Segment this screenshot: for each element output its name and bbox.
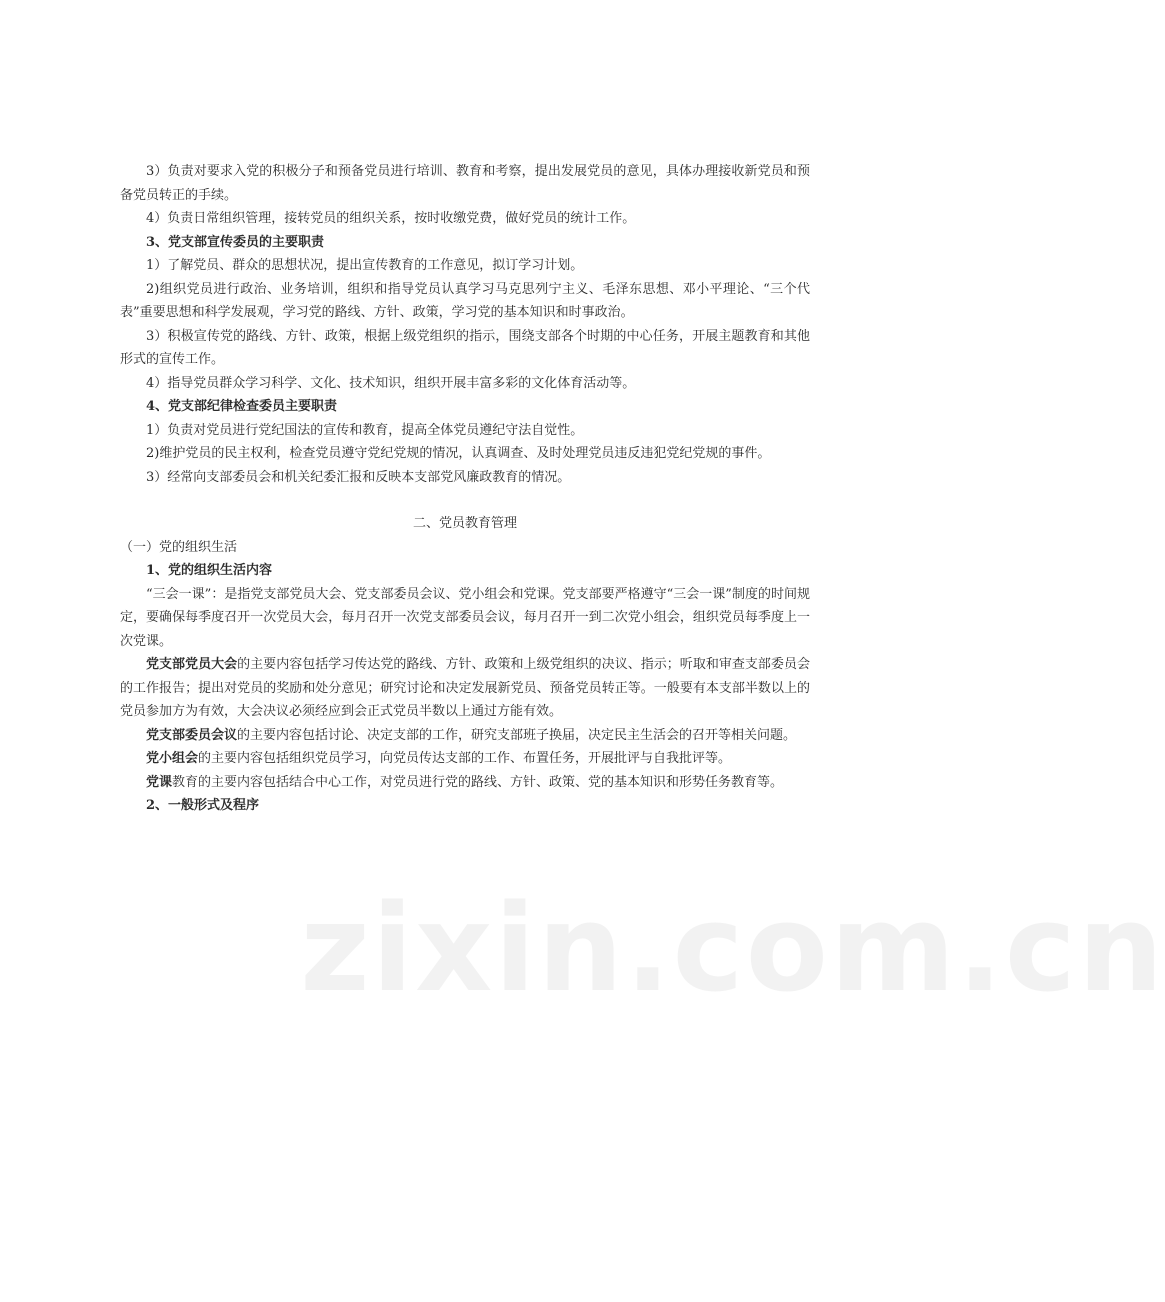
heading-organization-life-content: 1、党的组织生活内容 [146,563,273,578]
section-title: 二、党员教育管理 [412,516,517,531]
text-committee-meeting: 的主要内容包括讨论、决定支部的工作，研究支部班子换届，决定民主生活会的召开等相关问题。 [237,727,797,743]
paragraph-committee-meeting [120,724,810,748]
paragraph-group-meeting [120,747,810,771]
paragraph-propaganda-duty-4: 4）指导党员群众学习科学、文化、技术知识，组织开展丰富多彩的文化体育活动等。 [146,375,636,391]
heading-discipline-duties: 4、党支部纪律检查委员主要职责 [146,399,338,414]
section-spacer [120,489,810,512]
paragraph-general-meeting [120,653,810,724]
term-group-meeting: 党小组会 [146,751,199,766]
term-party-lesson: 党课 [146,774,173,790]
paragraph-organization-duty-3: 3）负责对要求入党的积极分子和预备党员进行培训、教育和考察，提出发展党员的意见，具体办理接收新党员和预备党员转正的手续。 [120,164,810,203]
text-group-meeting: 的主要内容包括组织党员学习，向党员传达支部的工作、布置任务，开展批评与自我批评等。 [198,751,732,766]
paragraph-party-lesson [120,771,810,795]
heading-general-form-procedure: 2、一般形式及程序 [146,798,260,813]
paragraph-propaganda-duty-1: 1）了解党员、群众的思想状况，提出宣传教育的工作意见，拟订学习计划。 [146,258,584,273]
text-party-lesson: 教育的主要内容包括结合中心工作，对党员进行党的路线、方针、政策、党的基本知识和形势任务教育等。 [172,774,784,790]
watermark: zixin.com.cn [300,880,1165,1019]
term-committee-meeting: 党支部委员会议 [146,727,238,743]
paragraph-organization-duty-4: 4）负责日常组织管理，接转党员的组织关系，按时收缴党费，做好党员的统计工作。 [146,211,636,226]
paragraph-three-meetings-one-lesson: “三会一课”：是指党支部党员大会、党支部委员会议、党小组会和党课。党支部要严格遵守“三会一课”制度的时间规定，要确保每季度召开一次党员大会，每月召开一次党支部委员会议，每月召开一到二次党小组会，组织党员每季度上一次党课。 [120,586,810,649]
paragraph-discipline-duty-2: 2)维护党员的民主权利，检查党员遵守党纪党规的情况，认真调查、及时处理党员违反违犯党纪党规的事件。 [146,446,771,461]
paragraph-discipline-duty-1: 1）负责对党员进行党纪国法的宣传和教育，提高全体党员遵纪守法自觉性。 [146,422,584,438]
paragraph-propaganda-duty-2: 2)组织党员进行政治、业务培训，组织和指导党员认真学习马克思列宁主义、毛泽东思想、邓小平理论、“三个代表”重要思想和科学发展观，学习党的路线、方针、政策，学习党的基本知识和时事政治。 [120,281,810,320]
text-general-meeting: 的主要内容包括学习传达党的路线、方针、政策和上级党组织的决议、指示；听取和审查支部委员会的工作报告；提出对党员的奖励和处分意见；研究讨论和决定发展新党员、预备党员转正等。一般要有本支部半数以上的党员参加方为有效，大会决议必须经应到会正式党员半数以上通过方能有效。 [120,657,810,719]
document-body [120,160,810,818]
paragraph-propaganda-duty-3: 3）积极宣传党的路线、方针、政策，根据上级党组织的指示，围绕支部各个时期的中心任务，开展主题教育和其他形式的宣传工作。 [120,328,810,367]
heading-propaganda-duties: 3、党支部宣传委员的主要职责 [146,234,325,250]
paragraph-discipline-duty-3: 3）经常向支部委员会和机关纪委汇报和反映本支部党风廉政教育的情况。 [146,469,571,485]
subsection-title: （一）党的组织生活 [120,539,238,555]
term-general-meeting: 党支部党员大会 [146,657,238,672]
